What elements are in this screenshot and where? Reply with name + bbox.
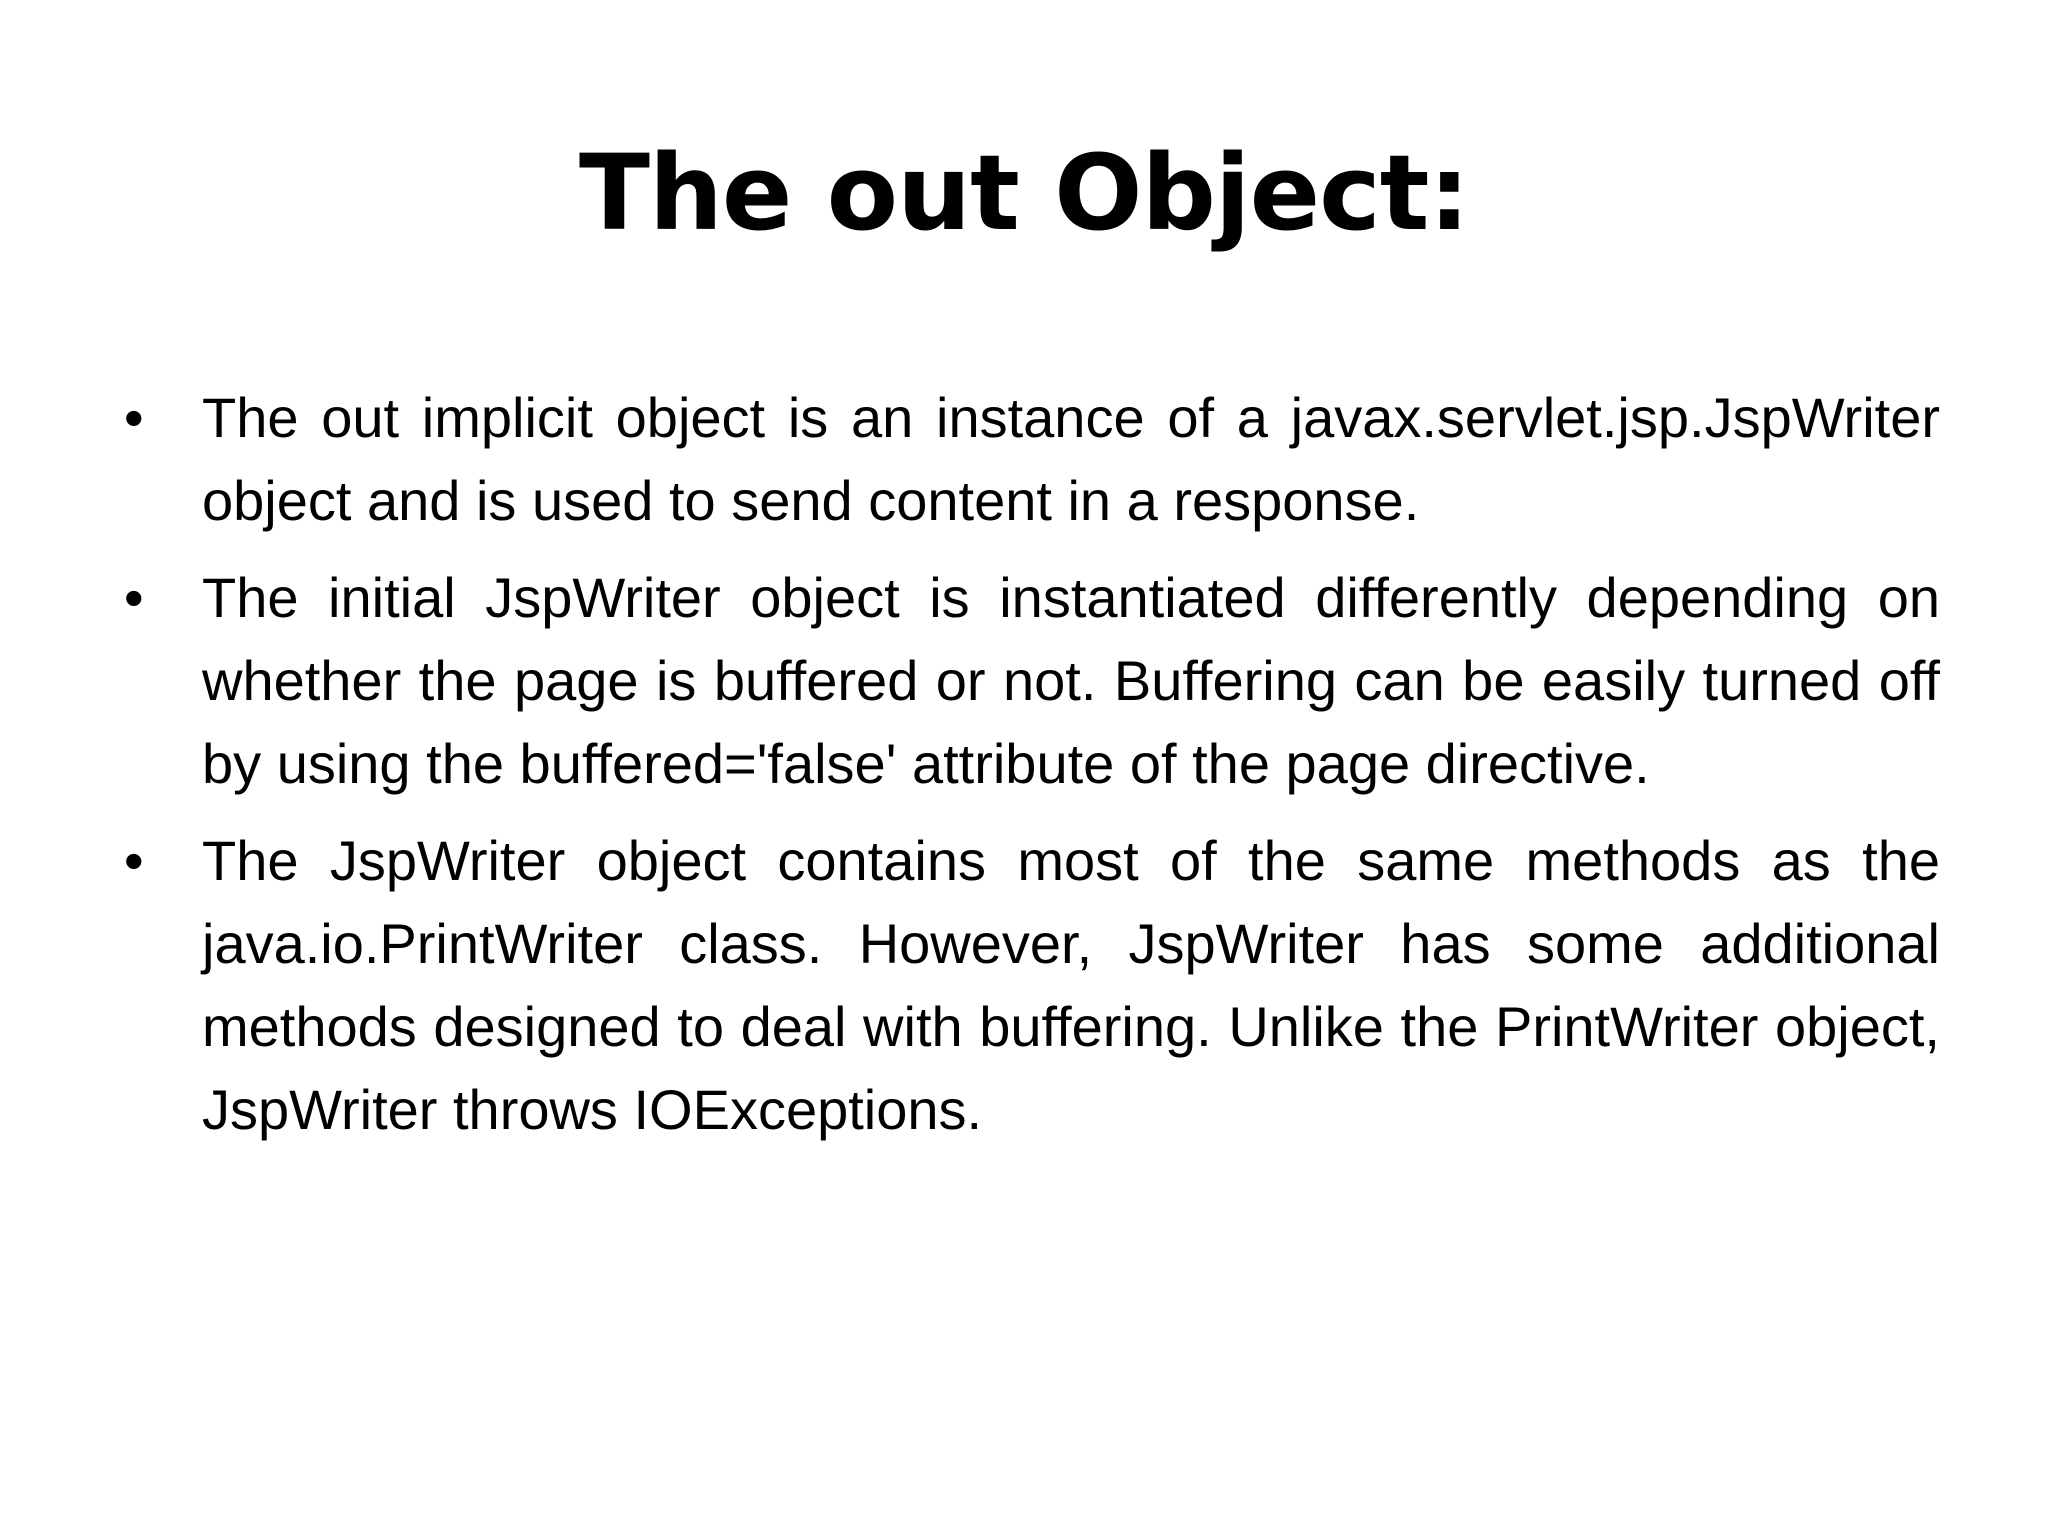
bullet-item bbox=[110, 819, 1940, 1151]
bullet-icon: • bbox=[124, 829, 144, 892]
bullet-text: The out implicit object is an instance of a javax.servlet.jsp.JspWriter object and is used to send content in a response. bbox=[202, 386, 1940, 532]
bullet-icon: • bbox=[124, 566, 144, 629]
bullet-list bbox=[110, 376, 1940, 1165]
bullet-icon: • bbox=[124, 386, 144, 449]
bullet-text: The initial JspWriter object is instantiated differently depending on whether the page is buffered or not. Buffering can be easily turned off by using the buffered='false' attribute of the page directive. bbox=[202, 566, 1940, 795]
bullet-text: The JspWriter object contains most of the same methods as the java.io.PrintWriter class. However, JspWriter has some additional methods designed to deal with buffering. Unlike the PrintWriter object, JspWriter throws IOExceptions. bbox=[202, 829, 1940, 1141]
bullet-item bbox=[110, 556, 1940, 805]
bullet-item bbox=[110, 376, 1940, 542]
slide-title: The out Object: bbox=[578, 132, 1470, 254]
